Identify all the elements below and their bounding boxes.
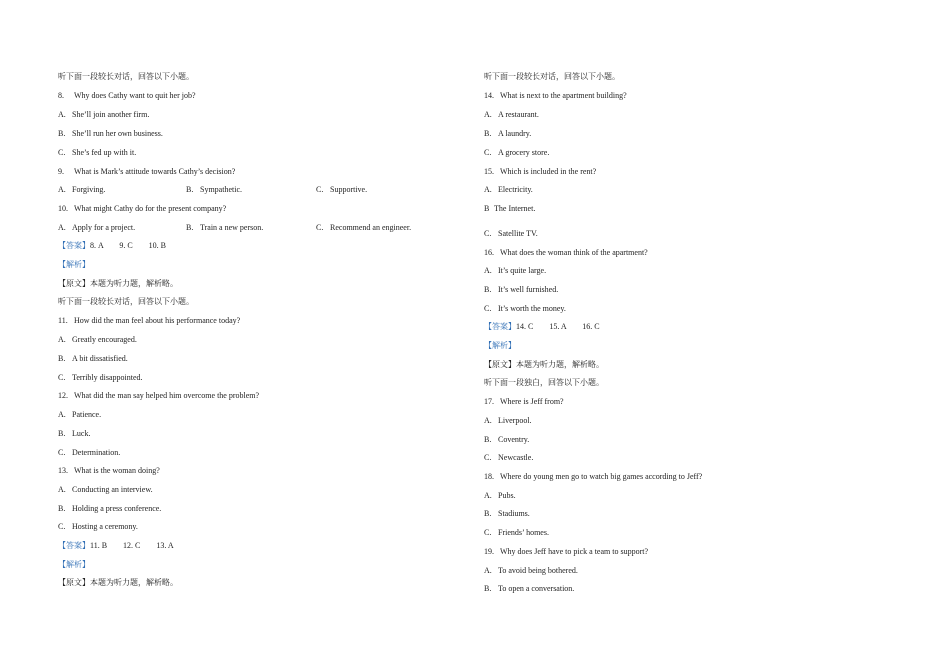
option-label: A. — [58, 485, 66, 494]
option-b — [484, 584, 574, 594]
question-19 — [484, 547, 648, 557]
option-text: Supportive. — [330, 185, 368, 194]
analysis-tag: 【解析】 — [58, 260, 90, 269]
question-text: Why does Jeff have to pick a team to support? — [500, 547, 649, 556]
question-12 — [58, 391, 259, 401]
option-label: C. — [484, 528, 492, 537]
option-text: It’s quite large. — [498, 266, 547, 275]
option-label: A. — [58, 185, 66, 194]
option-text: Friends’ homes. — [498, 528, 549, 537]
original-text-note: 【原文】本题为听力题，解析略。 — [58, 279, 178, 288]
option-a — [484, 266, 546, 276]
option-label: C. — [484, 229, 492, 238]
question-text: Where do young men go to watch big games according to Jeff? — [500, 472, 703, 481]
option-b — [186, 223, 263, 233]
answer-values: 14. C 15. A 16. C — [516, 322, 600, 331]
option-label: A. — [484, 110, 492, 119]
option-text: Recommend an engineer. — [330, 223, 412, 232]
question-number: 18. — [484, 472, 494, 481]
question-text: What is the woman doing? — [74, 466, 160, 475]
option-text: Newcastle. — [498, 453, 534, 462]
question-8 — [58, 91, 196, 101]
option-a — [484, 185, 533, 195]
option-label: C. — [484, 304, 492, 313]
option-a — [58, 335, 137, 345]
option-text: To open a conversation. — [498, 584, 575, 593]
option-text: Greatly encouraged. — [72, 335, 137, 344]
question-number: 12. — [58, 391, 68, 400]
question-text: Why does Cathy want to quit her job? — [74, 91, 196, 100]
option-b — [484, 435, 529, 445]
question-number: 11. — [58, 316, 68, 325]
option-label: A. — [484, 566, 492, 575]
option-c — [58, 148, 136, 158]
option-text: Terribly disappointed. — [72, 373, 143, 382]
option-label: B. — [484, 584, 492, 593]
question-17 — [484, 397, 564, 407]
option-b — [484, 509, 530, 519]
option-a — [58, 185, 105, 195]
question-9 — [58, 167, 235, 177]
option-c — [316, 185, 367, 195]
question-11 — [58, 316, 240, 326]
question-number: 9. — [58, 167, 64, 176]
option-c — [58, 522, 138, 532]
option-label: B. — [186, 185, 194, 194]
option-text: It’s worth the money. — [498, 304, 566, 313]
option-text: To avoid being bothered. — [498, 566, 578, 575]
option-text: Luck. — [72, 429, 91, 438]
option-text: Train a new person. — [200, 223, 264, 232]
question-10 — [58, 204, 226, 214]
option-a — [58, 410, 101, 420]
option-a — [484, 416, 532, 426]
option-c — [58, 373, 143, 383]
question-text: What did the man say helped him overcome the problem? — [74, 391, 260, 400]
question-text: Which is included in the rent? — [500, 167, 597, 176]
question-15 — [484, 167, 596, 177]
answer-line — [58, 241, 166, 251]
option-text: She’ll join another firm. — [72, 110, 150, 119]
option-label: B. — [484, 129, 492, 138]
option-label: C. — [316, 223, 324, 232]
option-label: C. — [58, 148, 66, 157]
option-text: Liverpool. — [498, 416, 532, 425]
section-intro: 听下面一段较长对话，回答以下小题。 — [58, 297, 194, 306]
option-b — [186, 185, 242, 195]
option-label: C. — [58, 448, 66, 457]
question-text: How did the man feel about his performance today? — [74, 316, 241, 325]
option-b — [484, 285, 558, 295]
option-label: B. — [58, 429, 66, 438]
analysis-tag: 【解析】 — [58, 560, 90, 569]
option-c — [484, 304, 566, 314]
option-a — [484, 566, 578, 576]
option-b — [58, 129, 163, 139]
analysis-tag: 【解析】 — [484, 341, 516, 350]
option-c — [484, 528, 549, 538]
question-number: 14. — [484, 91, 494, 100]
question-text: Where is Jeff from? — [500, 397, 564, 406]
option-label: C. — [58, 373, 66, 382]
option-text: Determination. — [72, 448, 121, 457]
question-16 — [484, 248, 648, 258]
option-text: A laundry. — [498, 129, 532, 138]
question-13 — [58, 466, 160, 476]
option-b — [58, 504, 161, 514]
option-text: Conducting an interview. — [72, 485, 153, 494]
original-text-note: 【原文】本题为听力题，解析略。 — [58, 578, 178, 587]
question-14 — [484, 91, 627, 101]
option-a — [58, 485, 153, 495]
option-label: B — [484, 204, 490, 213]
option-label: B. — [186, 223, 194, 232]
answer-line — [58, 541, 174, 551]
question-number: 10. — [58, 204, 68, 213]
answer-tag: 【答案】 — [58, 541, 90, 550]
question-text: What might Cathy do for the present company? — [74, 204, 227, 213]
option-label: B. — [58, 354, 66, 363]
option-c — [484, 229, 538, 239]
answer-tag: 【答案】 — [484, 322, 516, 331]
question-number: 8. — [58, 91, 64, 100]
option-label: B. — [484, 509, 492, 518]
option-a — [484, 491, 516, 501]
option-label: A. — [58, 335, 66, 344]
question-text: What is Mark’s attitude towards Cathy’s decision? — [74, 167, 236, 176]
option-text: The Internet. — [494, 204, 536, 213]
answer-line — [484, 322, 600, 332]
question-18 — [484, 472, 702, 482]
option-text: Stadiums. — [498, 509, 530, 518]
option-text: She’ll run her own business. — [72, 129, 163, 138]
option-a — [484, 110, 539, 120]
option-b — [58, 354, 128, 364]
option-label: B. — [484, 285, 492, 294]
question-number: 13. — [58, 466, 68, 475]
question-number: 17. — [484, 397, 494, 406]
option-label: B. — [484, 435, 492, 444]
option-label: A. — [58, 410, 66, 419]
option-text: Forgiving. — [72, 185, 106, 194]
option-b — [58, 429, 90, 439]
option-text: Electricity. — [498, 185, 533, 194]
option-text: A restaurant. — [498, 110, 539, 119]
option-text: A grocery store. — [498, 148, 550, 157]
option-label: A. — [484, 266, 492, 275]
option-b — [484, 129, 531, 139]
option-text: A bit dissatisfied. — [72, 354, 128, 363]
option-label: A. — [484, 491, 492, 500]
option-label: C. — [484, 148, 492, 157]
option-text: Pubs. — [498, 491, 516, 500]
option-c — [58, 448, 120, 458]
option-label: A. — [484, 185, 492, 194]
option-a — [58, 223, 135, 233]
answer-tag: 【答案】 — [58, 241, 90, 250]
option-text: Hosting a ceremony. — [72, 522, 138, 531]
option-c — [484, 453, 533, 463]
question-text: What is next to the apartment building? — [500, 91, 627, 100]
section-intro: 听下面一段独白，回答以下小题。 — [484, 378, 604, 387]
option-label: B. — [58, 504, 66, 513]
question-text: What does the woman think of the apartment? — [500, 248, 648, 257]
question-number: 16. — [484, 248, 494, 257]
original-text-note: 【原文】本题为听力题，解析略。 — [484, 360, 604, 369]
answer-values: 11. B 12. C 13. A — [90, 541, 174, 550]
option-text: Sympathetic. — [200, 185, 242, 194]
option-text: Coventry. — [498, 435, 530, 444]
option-label: C. — [316, 185, 324, 194]
option-label: A. — [58, 223, 66, 232]
question-number: 15. — [484, 167, 494, 176]
option-b — [484, 204, 535, 214]
option-c — [484, 148, 549, 158]
option-label: B. — [58, 129, 66, 138]
option-label: C. — [484, 453, 492, 462]
option-text: She’s fed up with it. — [72, 148, 137, 157]
option-text: Patience. — [72, 410, 102, 419]
option-label: C. — [58, 522, 66, 531]
option-text: It’s well furnished. — [498, 285, 559, 294]
option-c — [316, 223, 411, 233]
option-a — [58, 110, 149, 120]
option-text: Holding a press conference. — [72, 504, 162, 513]
option-label: A. — [58, 110, 66, 119]
option-text: Apply for a project. — [72, 223, 136, 232]
section-intro: 听下面一段较长对话，回答以下小题。 — [484, 72, 620, 81]
section-intro: 听下面一段较长对话，回答以下小题。 — [58, 72, 194, 81]
answer-values: 8. A 9. C 10. B — [90, 241, 167, 250]
option-label: A. — [484, 416, 492, 425]
question-number: 19. — [484, 547, 494, 556]
option-text: Satellite TV. — [498, 229, 538, 238]
